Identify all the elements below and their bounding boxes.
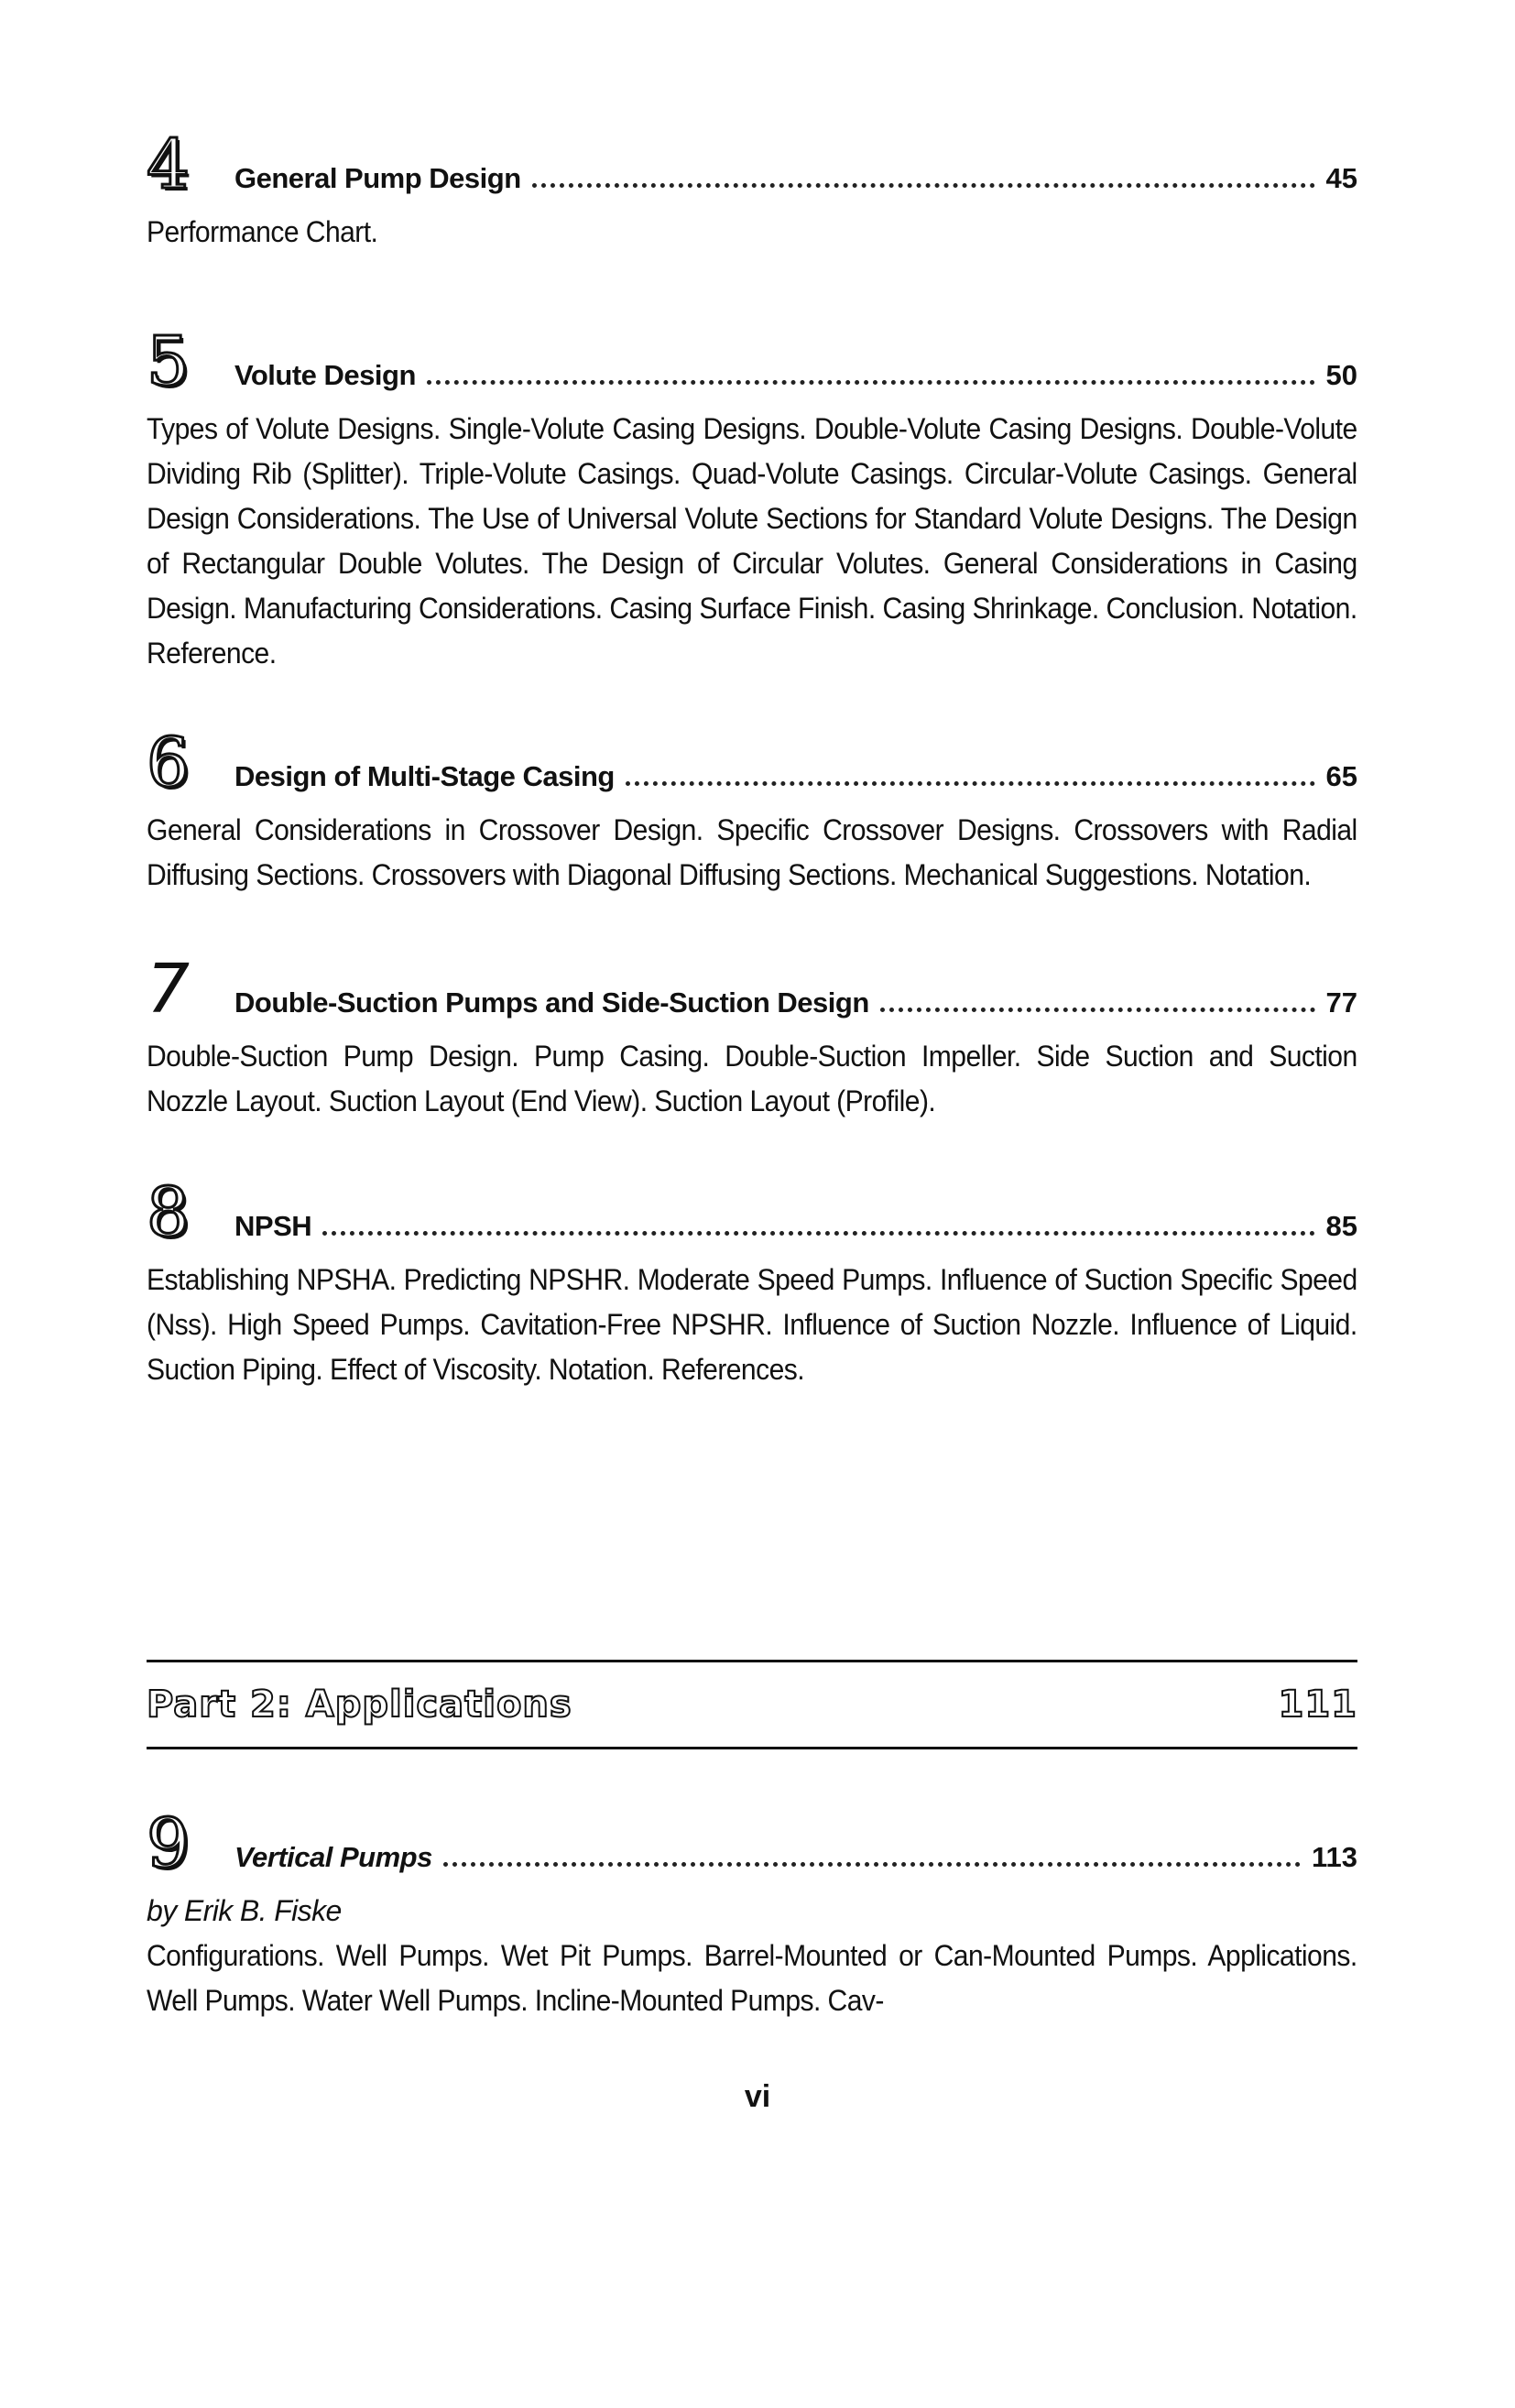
chapter-7 [147, 948, 1357, 1124]
chapter-title[interactable]: Double-Suction Pumps and Side-Suction Design [234, 986, 869, 1019]
dot-leader [427, 380, 1315, 385]
chapter-heading [147, 948, 1357, 1029]
chapter-title[interactable]: Design of Multi-Stage Casing [234, 760, 615, 792]
chapter-description: Establishing NPSHA. Predicting NPSHR. Moderate Speed Pumps. Influence of Suction Specific Speed (Nss). High Speed Pumps. Cavitation-Free NPSHR. Influence of Suction Nozzle. Influence of Liquid. Suction Piping. Effect of Viscosity. Notation. References. [147, 1263, 1357, 1386]
dot-leader [880, 1008, 1315, 1012]
chapter-title[interactable]: NPSH [234, 1210, 312, 1242]
chapter-number: 6 [147, 724, 191, 802]
chapter-6 [147, 722, 1357, 898]
chapter-page-number[interactable]: 113 [1311, 1841, 1357, 1873]
chapter-heading [147, 1171, 1357, 1252]
toc-page [147, 124, 1357, 1392]
chapter-heading [147, 321, 1357, 401]
chapter-heading [147, 124, 1357, 204]
chapter-heading [147, 722, 1357, 802]
chapter-number: 4 [147, 125, 191, 204]
toc-page-lower [147, 1803, 1357, 2023]
chapter-title[interactable]: Volute Design [234, 359, 416, 391]
chapter-number: 9 [147, 1804, 191, 1883]
chapter-page-number[interactable]: 45 [1325, 162, 1357, 194]
chapter-heading [147, 1803, 1357, 1883]
chapter-description: Performance Chart. [147, 215, 378, 248]
chapter-page-number[interactable]: 85 [1325, 1210, 1357, 1242]
chapter-description: General Considerations in Crossover Design. Specific Crossover Designs. Crossovers with Radial Diffusing Sections. Crossovers with Diagonal Diffusing Sections. Mechanical Suggestions. Notation. [147, 813, 1357, 891]
page-footer-number: vi [744, 2079, 771, 2114]
part-header [147, 1660, 1357, 1749]
part-page-number[interactable]: 111 [1278, 1683, 1357, 1726]
chapter-title[interactable]: Vertical Pumps [234, 1841, 432, 1873]
chapter-page-number[interactable]: 65 [1325, 760, 1357, 792]
chapter-description: Double-Suction Pump Design. Pump Casing. Double-Suction Impeller. Side Suction and Suction Nozzle Layout. Suction Layout (End View). Suction Layout (Profile). [147, 1040, 1357, 1117]
dot-leader [443, 1862, 1301, 1867]
chapter-4 [147, 124, 1357, 255]
chapter-number: 7 [147, 950, 191, 1029]
chapter-page-number[interactable]: 50 [1325, 359, 1357, 391]
chapter-description: Types of Volute Designs. Single-Volute Casing Designs. Double-Volute Casing Designs. Double-Volute Dividing Rib (Splitter). Triple-Volute Casings. Quad-Volute Casings. Circular-Volute Casings. General Design Considerations. The Use of Universal Volute Sections for Standard Volute Designs. The Design of Rectangular Double Volutes. The Design of Circular Volutes. General Considerations in Casing Design. Manufacturing Considerations. Casing Surface Finish. Casing Shrinkage. Conclusion. Notation. Reference. [147, 412, 1357, 670]
part-title[interactable]: Part 2: Applications [147, 1683, 572, 1726]
chapter-number: 5 [147, 322, 191, 401]
chapter-number: 8 [147, 1173, 191, 1252]
dot-leader [532, 183, 1315, 188]
chapter-title[interactable]: General Pump Design [234, 162, 521, 194]
chapter-9 [147, 1803, 1357, 2023]
chapter-page-number[interactable]: 77 [1325, 986, 1357, 1019]
chapter-description: Configurations. Well Pumps. Wet Pit Pumps. Barrel-Mounted or Can-Mounted Pumps. Applications. Well Pumps. Water Well Pumps. Incline-Mounted Pumps. Cav- [147, 1939, 1357, 2017]
chapter-8 [147, 1171, 1357, 1392]
chapter-author: by Erik B. Fiske [147, 1894, 342, 1927]
dot-leader [322, 1231, 1314, 1236]
chapter-5 [147, 321, 1357, 676]
dot-leader [626, 781, 1315, 786]
